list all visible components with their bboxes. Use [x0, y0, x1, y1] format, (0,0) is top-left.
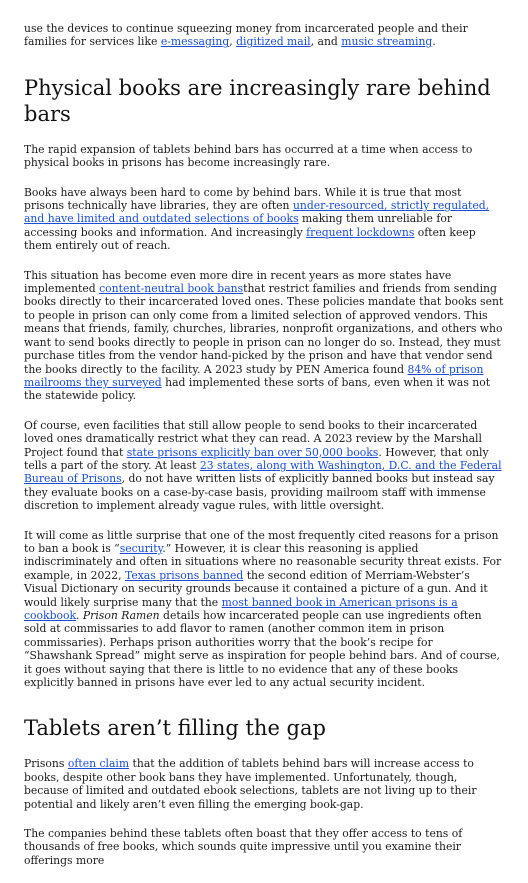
text: Of course, even facilities that still allow people to send books to their incarcerated loved ones dramatically restrict what they can read. A 2023 review by the Marshall Project found that	[24, 418, 482, 459]
link-security[interactable]: security	[119, 541, 163, 555]
text: had implemented these sorts of bans, even when it was not the statewide policy.	[24, 375, 491, 403]
paragraph-often-claim	[24, 757, 504, 811]
text: details how incarcerated people can use ingredients often sold at commissaries to add flavor to ramen (another common item in prison commissaries). Perhaps prison authorities worry that the book’s recipe for “Shawshank Spread” might serve as inspiration for people behind bars. And of course, it goes without saying that there is little to no evidence that any of these books explicitly banned in prisons have ever led to any actual security incident.	[24, 609, 500, 690]
paragraph-tablets-expansion	[24, 143, 504, 170]
text: making them unreliable for accessing books and information. And increasingly	[24, 212, 453, 239]
text: .	[432, 35, 436, 49]
text: Books have always been hard to come by behind bars. While it is true that most prisons technically have libraries, they are often	[24, 185, 462, 213]
heading-physical-books: Physical books are increasingly rare behind bars	[24, 75, 491, 126]
text: . However, that only tells a part of the story. At least	[24, 445, 489, 472]
text: the second edition of Merriam-Webster’s Visual Dictionary on security grounds because it contained a picture of a gun. And it would likely surprise many that the	[24, 568, 488, 609]
paragraph-security	[24, 529, 504, 690]
text: .	[76, 609, 83, 622]
text: , do not have written lists of explicitly banned books but instead say they evaluate books on a case-by-case basis, providing mailroom staff with immense discretion to implement already vague rules, with little oversight.	[24, 472, 495, 513]
link-under-resourced-libraries[interactable]: under-resourced, strictly regulated, and have limited and outdated selections of books	[24, 199, 490, 226]
text: ,	[229, 35, 237, 49]
text: often keep them entirely out of reach.	[24, 225, 476, 253]
link-23-states[interactable]: 23 states, along with Washington, D.C. and the Federal Bureau of Prisons	[24, 458, 502, 486]
text: The rapid expansion of tablets behind bars has occurred at a time when access to physical books in prisons has become increasingly rare.	[24, 142, 473, 170]
paragraph-book-bans	[24, 269, 504, 403]
link-digitized-mail[interactable]: digitized mail	[236, 35, 311, 49]
text: Prisons	[24, 757, 68, 771]
article-body	[24, 22, 504, 883]
paragraph-intro	[24, 22, 504, 49]
text: , and	[310, 35, 342, 49]
paragraph-marshall-project	[24, 419, 504, 513]
link-most-banned-cookbook[interactable]: most banned book in American prisons is a cookbook	[24, 595, 458, 622]
text: The companies behind these tablets often boast that they offer access to tens of thousands of free books, which sounds quite impressive until you examine their offerings more	[24, 827, 463, 867]
link-50000-books[interactable]: state prisons explicitly ban over 50,000 books	[126, 445, 379, 459]
text: that restrict families and friends from sending books directly to their incarcerated loved ones. These policies mandate that books sent to people in prison can only come from a limited selection of approved vendors. This means that friends, family, churches, libraries, nonprofit organizations, and others who want to send books directly to people in prison can no longer do so. Instead, they must purchase titles from the vendor hand-picked by the prison and have that vendor send the books directly to the facility. A 2023 study by PEN America found	[24, 282, 504, 376]
text: use the devices to continue squeezing money from incarcerated people and their families for services like	[24, 22, 468, 49]
link-texas-prisons-banned[interactable]: Texas prisons banned	[124, 568, 244, 582]
paragraph-companies	[24, 827, 504, 867]
paragraph-libraries	[24, 186, 504, 253]
text: It will come as little surprise that one of the most frequently cited reasons for a prison to ban a book is “	[24, 528, 499, 555]
link-frequent-lockdowns[interactable]: frequent lockdowns	[306, 225, 415, 239]
text: that the addition of tablets behind bars will increase access to books, despite other book bans they have implemented. Unfortunately, though, because of limited and outdated ebook selections, tablets are not living up to their potential and likely aren’t even filling the emerging book-gap.	[24, 757, 477, 811]
link-often-claim[interactable]: often claim	[67, 757, 130, 771]
link-e-messaging[interactable]: e-messaging	[160, 35, 230, 49]
heading-tablets-gap: Tablets aren’t filling the gap	[24, 716, 326, 741]
link-content-neutral-bans[interactable]: content-neutral book bans	[99, 282, 244, 296]
link-pen-america-study[interactable]: 84% of prison mailrooms they surveyed	[24, 362, 484, 389]
link-music-streaming[interactable]: music streaming	[341, 35, 433, 49]
text: This situation has become even more dire in recent years as more states have implemented	[24, 268, 452, 296]
book-title: Prison Ramen	[82, 609, 160, 622]
text: .” However, it is clear this reasoning is applied indiscriminately and often in situations where no reasonable security threat exists. For example, in 2022,	[24, 541, 502, 582]
